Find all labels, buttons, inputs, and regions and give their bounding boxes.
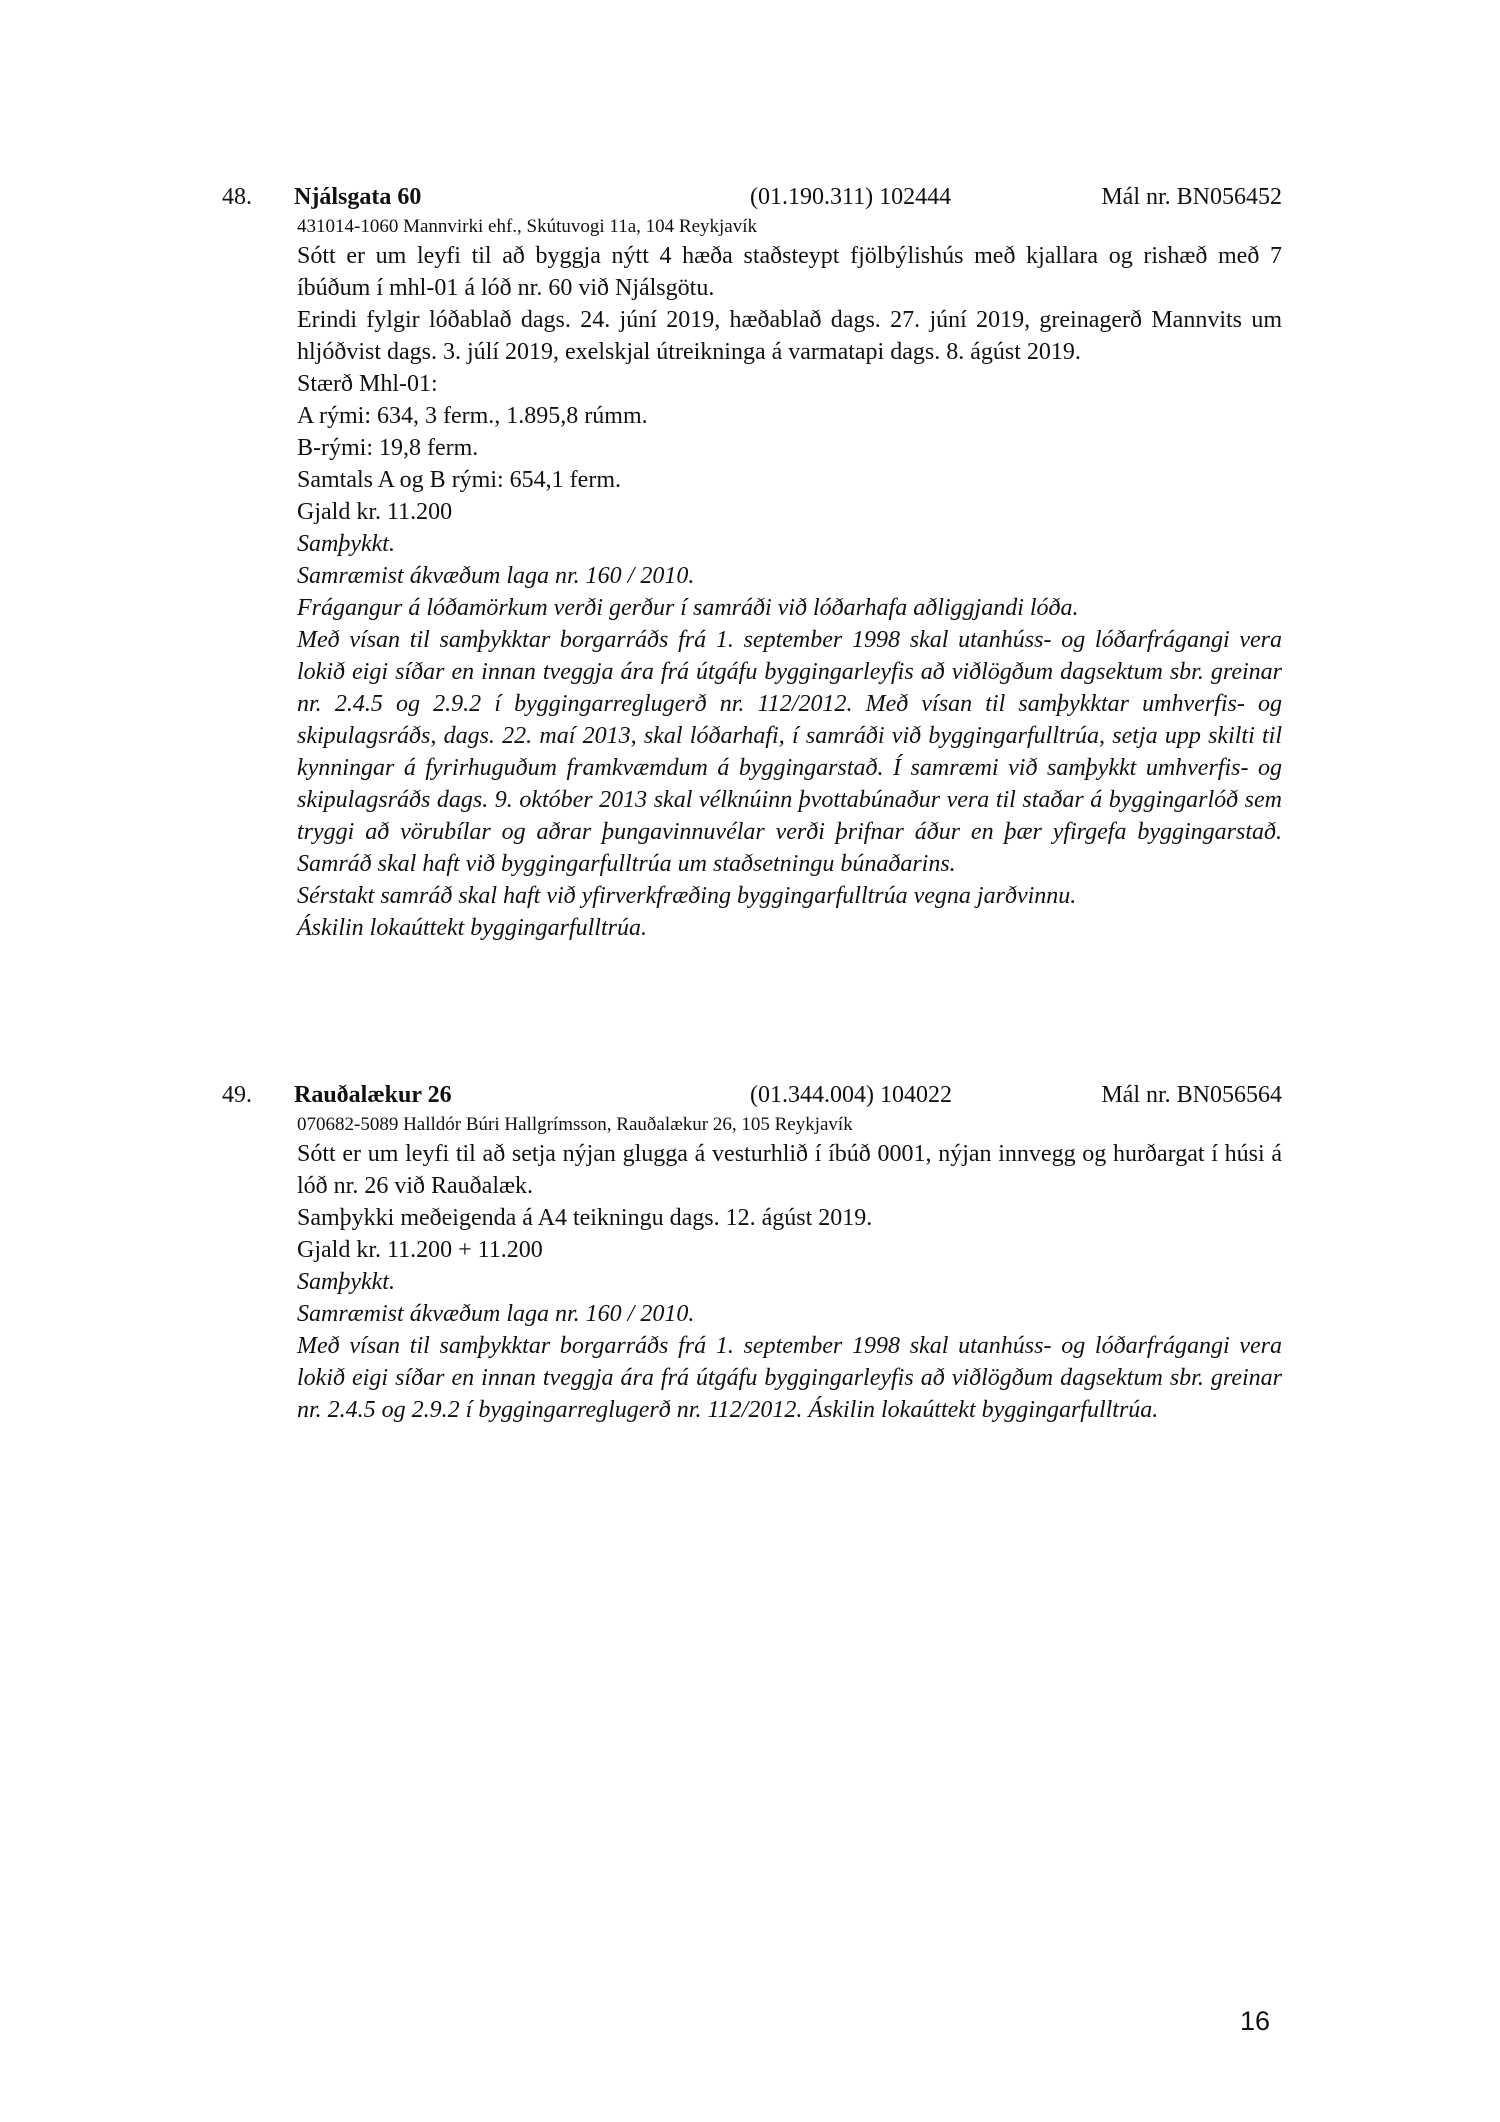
size-a-space: A rými: 634, 3 ferm., 1.895,8 rúmm. xyxy=(297,403,648,429)
decision-line: Samþykkt. xyxy=(297,531,395,557)
decision-line: Samþykkt. xyxy=(297,1269,395,1295)
entry-body xyxy=(297,1112,1282,1426)
entry-header xyxy=(222,180,1282,214)
case-number: Mál nr. BN056452 xyxy=(1101,184,1282,210)
size-total: Samtals A og B rými: 654,1 ferm. xyxy=(297,467,621,493)
entry-header xyxy=(222,1078,1282,1112)
size-heading: Stærð Mhl-01: xyxy=(297,371,438,397)
boundary-note: Frágangur á lóðamörkum verði gerður í samráði við lóðarhafa aðliggjandi lóða. xyxy=(297,595,1079,621)
fee-line: Gjald kr. 11.200 + 11.200 xyxy=(297,1237,543,1263)
item-number: 49. xyxy=(222,1082,252,1108)
fee-line: Gjald kr. 11.200 xyxy=(297,499,453,525)
owners-consent-line: Samþykki meðeigenda á A4 teikningu dags. 12. ágúst 2019. xyxy=(297,1205,873,1231)
land-id: (01.344.004) 104022 xyxy=(750,1082,952,1108)
application-description: Sótt er um leyfi til að byggja nýtt 4 hæða staðsteypt fjölbýlishús með kjallara og rishæð með 7 íbúðum í mhl-01 á lóð nr. 60 við Njálsgötu. xyxy=(297,243,1282,301)
entry-body xyxy=(297,214,1282,944)
law-compliance-line: Samræmist ákvæðum laga nr. 160 / 2010. xyxy=(297,563,695,589)
property-address: Njálsgata 60 xyxy=(294,184,422,210)
conditions-paragraph: Með vísan til samþykktar borgarráðs frá 1. september 1998 skal utanhúss- og lóðarfrágangi vera lokið eigi síðar en innan tveggja ára frá útgáfu byggingarleyfis að viðlögðum dagsektum sbr. greinar nr. 2.4.5 og 2.9.2 í byggingarreglugerð nr. 112/2012. Áskilin lokaúttekt byggingarfulltrúa. xyxy=(297,1333,1282,1423)
consultation-note: Sérstakt samráð skal haft við yfirverkfræðing byggingarfulltrúa vegna jarðvinnu. xyxy=(297,883,1077,909)
item-number: 48. xyxy=(222,184,252,210)
land-id: (01.190.311) 102444 xyxy=(750,184,952,210)
case-entry-49 xyxy=(222,1078,1282,1426)
conditions-paragraph: Með vísan til samþykktar borgarráðs frá 1. september 1998 skal utanhúss- og lóðarfrágangi vera lokið eigi síðar en innan tveggja ára frá útgáfu byggingarleyfis að viðlögðum dagsektum sbr. greinar nr. 2.4.5 og 2.9.2 í byggingarreglugerð nr. 112/2012. Með vísan til samþykktar umhverfis- og skipulagsráðs, dags. 22. maí 2013, skal lóðarhafi, í samráði við byggingarfulltrúa, setja upp skilti til kynningar á fyrirhuguðum framkvæmdum á byggingarstað. Í samræmi við samþykkt umhverfis- og skipulagsráðs dags. 9. október 2013 skal vélknúinn þvottabúnaður vera til staðar á byggingarlóð sem tryggi að vörubílar og aðrar þungavinnuvélar verði þrifnar áður en þær yfirgefa byggingarstað. Samráð skal haft við byggingarfulltrúa um staðsetningu búnaðarins. xyxy=(297,627,1282,877)
page-number: 16 xyxy=(1240,2006,1271,2036)
final-inspection-note: Áskilin lokaúttekt byggingarfulltrúa. xyxy=(297,915,647,941)
case-entry-48 xyxy=(222,180,1282,944)
application-description: Sótt er um leyfi til að setja nýjan glugga á vesturhlið í íbúð 0001, nýjan innvegg og hurðargat í húsi á lóð nr. 26 við Rauðalæk. xyxy=(297,1141,1282,1199)
size-b-space: B-rými: 19,8 ferm. xyxy=(297,435,479,461)
law-compliance-line: Samræmist ákvæðum laga nr. 160 / 2010. xyxy=(297,1301,695,1327)
attachments-text: Erindi fylgir lóðablað dags. 24. júní 2019, hæðablað dags. 27. júní 2019, greinagerð Mannvits um hljóðvist dags. 3. júlí 2019, exelskjal útreikninga á varmatapi dags. 8. ágúst 2019. xyxy=(297,307,1282,365)
applicant-line: 070682-5089 Halldór Búri Hallgrímsson, Rauðalækur 26, 105 Reykjavík xyxy=(297,1114,853,1135)
applicant-line: 431014-1060 Mannvirki ehf., Skútuvogi 11a, 104 Reykjavík xyxy=(297,216,757,237)
property-address: Rauðalækur 26 xyxy=(294,1082,452,1108)
case-number: Mál nr. BN056564 xyxy=(1101,1082,1282,1108)
